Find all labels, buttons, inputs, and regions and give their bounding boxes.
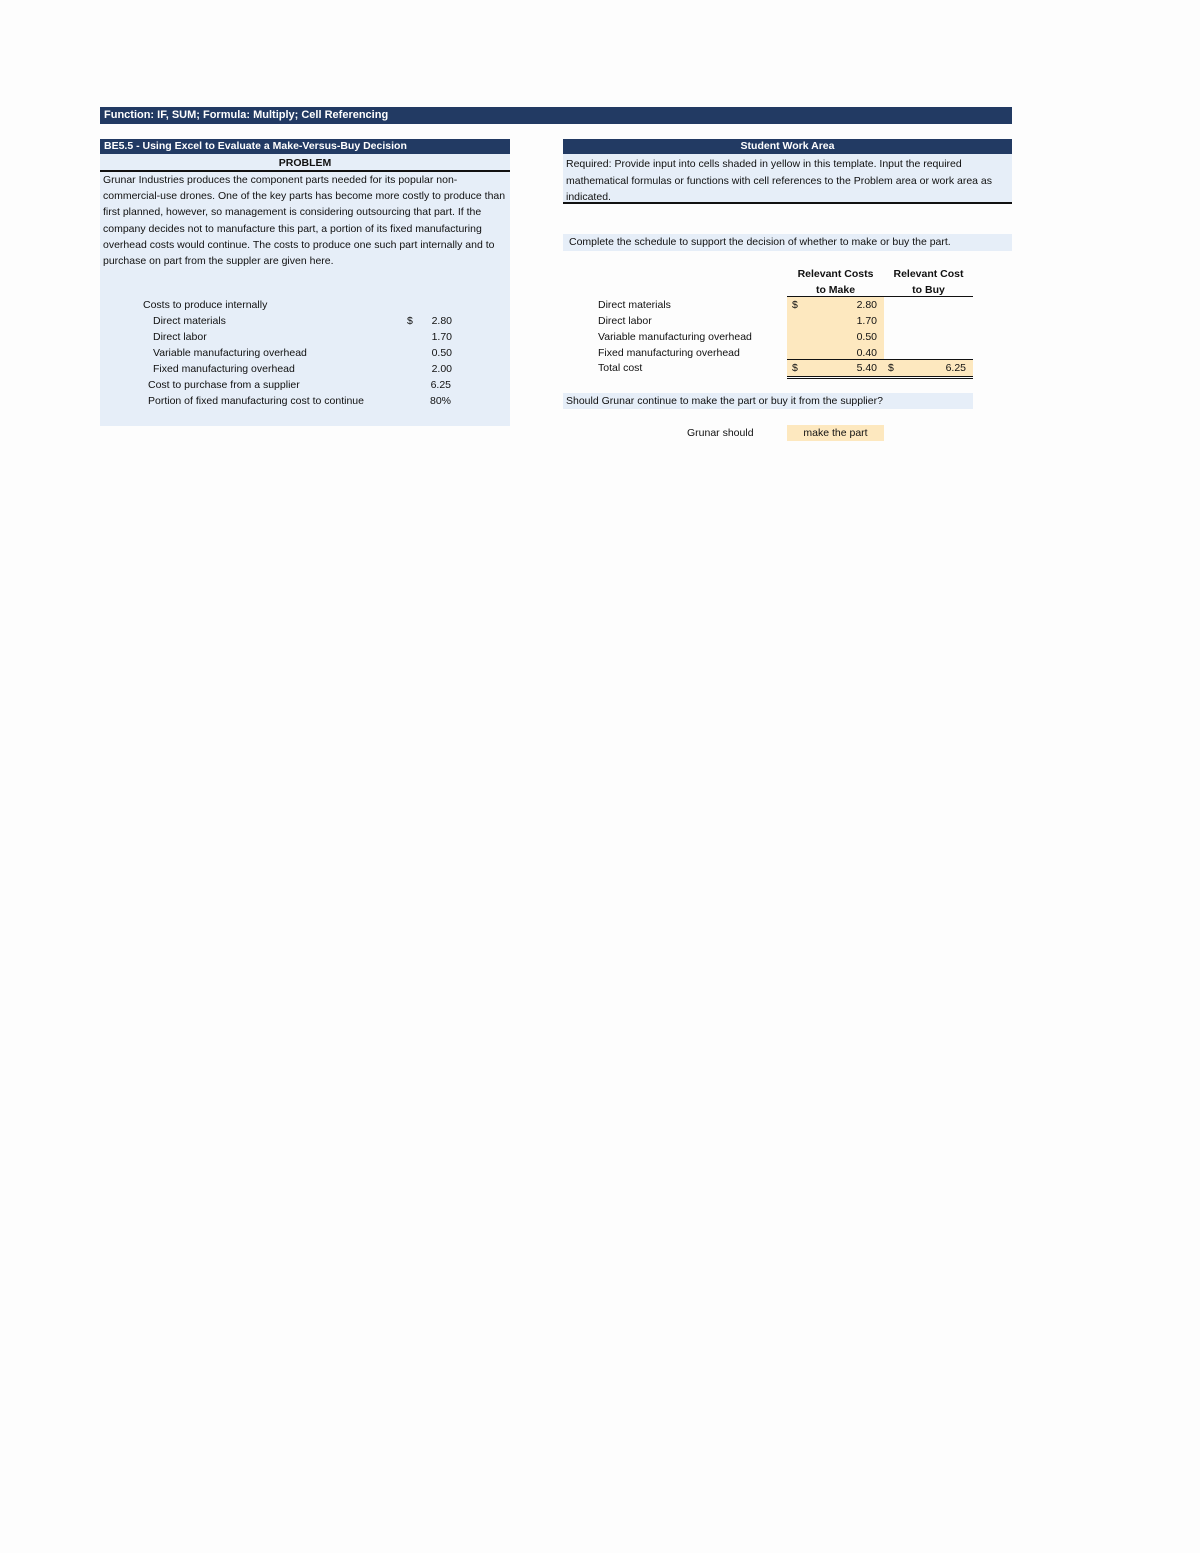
make-cell-direct-materials[interactable]: $ 2.80 bbox=[787, 297, 884, 313]
problem-fixed-portion: Portion of fixed manufacturing cost to continue 80% bbox=[148, 395, 451, 407]
question-text: Should Grunar continue to make the part or buy it from the supplier? bbox=[566, 395, 883, 407]
make-cell-direct-labor[interactable]: 1.70 bbox=[787, 313, 884, 329]
problem-title: BE5.5 - Using Excel to Evaluate a Make-Versus-Buy Decision bbox=[100, 139, 510, 154]
problem-panel bbox=[100, 154, 510, 426]
schedule-label-direct-labor: Direct labor bbox=[598, 315, 652, 327]
answer-cell[interactable]: make the part bbox=[787, 425, 884, 441]
problem-item-direct-materials: Direct materials $ 2.80 bbox=[153, 315, 452, 327]
required-box bbox=[563, 154, 1012, 204]
problem-item-direct-labor: Direct labor 1.70 bbox=[153, 331, 452, 343]
problem-item-variable-overhead: Variable manufacturing overhead 0.50 bbox=[153, 347, 452, 359]
col-header-make: Relevant Costs to Make bbox=[797, 268, 874, 296]
problem-description: Grunar Industries produces the component parts needed for its popular non-commercial-use drones. One of the key parts has become more costly to produce than first planned, however, so management is considering outsourcing that part. If the company decides not to manufacture this part, a portion of its fixed manufacturing overhead costs would continue. The costs to produce one such part internally and to purchase on part from the suppler are given here. bbox=[103, 174, 506, 268]
costs-header: Costs to produce internally bbox=[143, 299, 268, 311]
col-header-buy: Relevant Cost to Buy bbox=[893, 268, 964, 296]
schedule-label-direct-materials: Direct materials bbox=[598, 299, 671, 311]
total-double-underline bbox=[787, 376, 973, 379]
function-bar: Function: IF, SUM; Formula: Multiply; Cell Referencing bbox=[100, 107, 1012, 124]
schedule-label-variable-overhead: Variable manufacturing overhead bbox=[598, 331, 752, 343]
answer-label: Grunar should bbox=[687, 427, 754, 439]
required-text: Required: Provide input into cells shaded in yellow in this template. Input the required mathematical formulas or functions with cell references to the Problem area or work area as indicated. bbox=[566, 158, 993, 203]
problem-heading: PROBLEM bbox=[100, 156, 510, 172]
make-cell-fixed-overhead[interactable]: 0.40 bbox=[787, 345, 884, 361]
make-cell-total[interactable]: $ 5.40 bbox=[787, 360, 884, 376]
work-area-title: Student Work Area bbox=[563, 139, 1012, 154]
instruction-box bbox=[563, 234, 1012, 251]
schedule-label-total: Total cost bbox=[598, 362, 643, 374]
make-cell-variable-overhead[interactable]: 0.50 bbox=[787, 329, 884, 345]
problem-item-fixed-overhead: Fixed manufacturing overhead 2.00 bbox=[153, 363, 452, 375]
instruction-text: Complete the schedule to support the decision of whether to make or buy the part. bbox=[569, 236, 951, 248]
problem-purchase-cost: Cost to purchase from a supplier 6.25 bbox=[148, 379, 451, 391]
schedule-label-fixed-overhead: Fixed manufacturing overhead bbox=[598, 347, 740, 359]
question-box bbox=[563, 393, 973, 409]
buy-cell-total[interactable]: $ 6.25 bbox=[884, 360, 973, 376]
